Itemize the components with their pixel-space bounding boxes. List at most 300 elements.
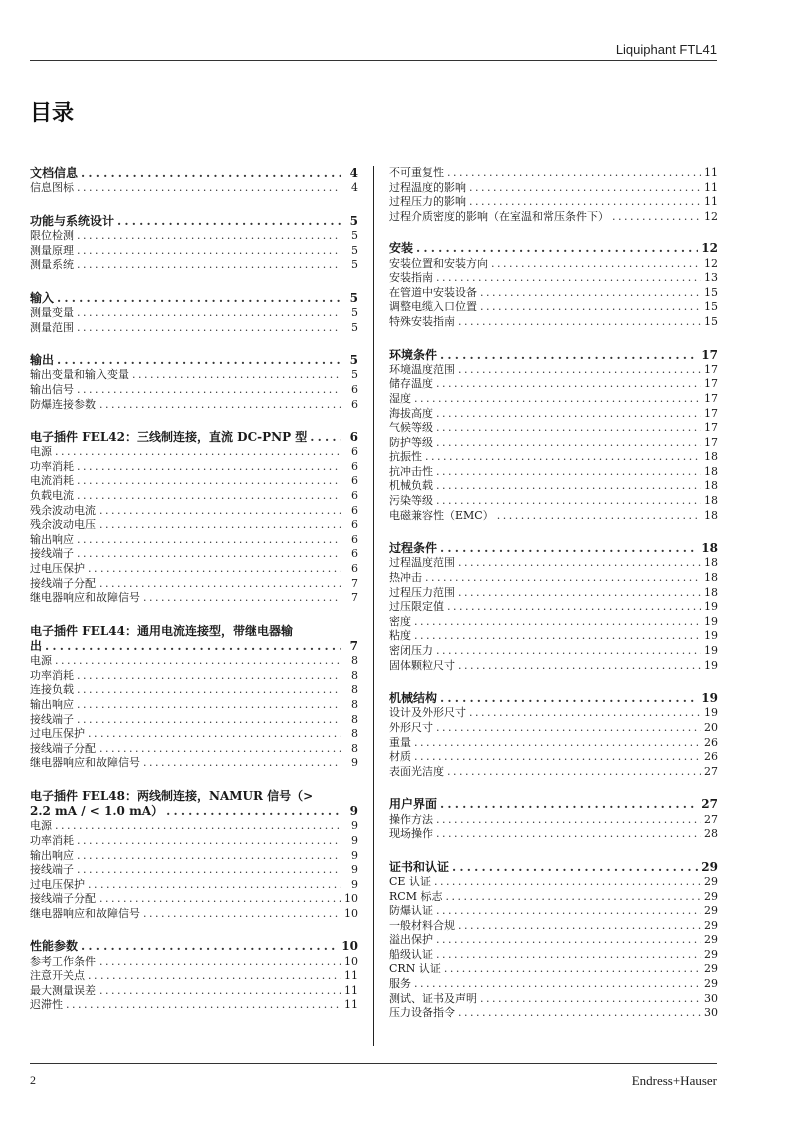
- toc-page-number: 18: [704, 508, 718, 522]
- toc-page-number: 7: [351, 576, 358, 590]
- toc-page-number: 19: [704, 644, 718, 657]
- toc-entry-label: 溢出保护: [389, 933, 433, 947]
- toc-page-number: 9: [351, 877, 358, 891]
- toc-entry[interactable]: [389, 706, 718, 721]
- toc-entry-label: 过程压力范围: [389, 585, 455, 599]
- dot-leader: [143, 907, 341, 922]
- toc-page-number: 10: [341, 939, 358, 954]
- toc-entry-label: 抗冲击性: [389, 464, 433, 478]
- toc-page-number: 29: [704, 874, 718, 888]
- toc-entry[interactable]: [30, 306, 358, 321]
- toc-entry[interactable]: [389, 300, 718, 315]
- dot-leader: [99, 892, 341, 907]
- toc-page-number: 17: [704, 421, 718, 435]
- dot-leader: [452, 860, 698, 875]
- toc-entry-label: 连接负载: [30, 683, 74, 697]
- toc-entry-label: 过程压力的影响: [389, 195, 466, 209]
- toc-entry[interactable]: [389, 556, 718, 571]
- toc-entry[interactable]: [389, 494, 718, 509]
- toc-page-number: 10: [344, 892, 358, 906]
- toc-entry[interactable]: [30, 591, 358, 606]
- dot-leader: [447, 600, 701, 615]
- toc-entry[interactable]: [389, 286, 718, 301]
- dot-leader: [414, 977, 701, 992]
- toc-page-number: 17: [704, 406, 718, 420]
- toc-page-number: 18: [704, 494, 718, 508]
- toc-entry[interactable]: [389, 615, 718, 630]
- dot-leader: [414, 750, 701, 765]
- toc-page-number: 6: [351, 459, 358, 473]
- toc-entry-label: 电流消耗: [30, 474, 74, 488]
- toc-entry[interactable]: [30, 547, 358, 562]
- toc-entry[interactable]: [30, 698, 358, 713]
- toc-entry-label: 测试、证书及声明: [389, 991, 477, 1005]
- toc-entry-label: 测量系统: [30, 258, 74, 272]
- toc-page-number: 8: [351, 654, 358, 668]
- toc-entry-label: 残余波动电压: [30, 518, 96, 532]
- toc-page-number: 29: [704, 933, 718, 947]
- toc-page-number: 7: [349, 639, 358, 653]
- toc-section-heading[interactable]: [30, 804, 358, 819]
- toc-section: [389, 348, 718, 524]
- toc-entry[interactable]: [389, 195, 718, 210]
- toc-section-title: 证书和认证: [389, 859, 450, 874]
- toc-page-number: 18: [701, 541, 718, 556]
- toc-entry-label: 过程温度的影响: [389, 180, 466, 194]
- dot-leader: [436, 421, 701, 436]
- toc-section: [389, 691, 718, 779]
- dot-leader: [57, 353, 341, 368]
- toc-entry-label: 安装位置和安装方向: [389, 256, 488, 270]
- toc-entry-label: 不可重复性: [389, 166, 444, 179]
- toc-page-number: 6: [351, 397, 358, 411]
- toc-page-number: 6: [351, 532, 358, 546]
- toc-entry-label: 继电器响应和故障信号: [30, 756, 140, 770]
- toc-section-heading[interactable]: [389, 691, 718, 706]
- toc-entry[interactable]: [389, 933, 718, 948]
- toc-entry-label: 限位检测: [30, 228, 74, 242]
- toc-entry-label: 继电器响应和故障信号: [30, 591, 140, 605]
- dot-leader: [77, 698, 341, 713]
- toc-section-heading[interactable]: [30, 624, 358, 639]
- toc-entry[interactable]: [30, 229, 358, 244]
- toc-entry[interactable]: [389, 377, 718, 392]
- toc-entry-label: 输出信号: [30, 382, 74, 396]
- toc-page-number: 19: [704, 614, 718, 628]
- toc-entry[interactable]: [30, 998, 358, 1013]
- toc-entry[interactable]: [30, 654, 358, 669]
- dot-leader: [55, 445, 341, 460]
- toc-page-number: 5: [349, 353, 358, 368]
- toc-entry-label: 抗振性: [389, 450, 422, 464]
- toc-entry[interactable]: [389, 407, 718, 422]
- toc-page-number: 27: [701, 797, 718, 812]
- toc-section: [30, 624, 358, 771]
- toc-section-heading[interactable]: [30, 291, 358, 306]
- toc-entry-label: 材质: [389, 750, 411, 764]
- dot-leader: [425, 571, 701, 586]
- toc-entry[interactable]: [30, 892, 358, 907]
- dot-leader: [414, 629, 701, 644]
- toc-page-number: 8: [351, 683, 358, 697]
- toc-entry[interactable]: [389, 392, 718, 407]
- toc-entry[interactable]: [30, 181, 358, 196]
- toc-entry[interactable]: [389, 890, 718, 905]
- toc-page-number: 4: [351, 181, 358, 195]
- toc-page-number: 15: [704, 285, 718, 299]
- toc-page-number: 11: [704, 166, 718, 179]
- toc-section-heading[interactable]: [389, 860, 718, 875]
- toc-entry-label: 测量原理: [30, 243, 74, 257]
- toc-entry[interactable]: [30, 742, 358, 757]
- toc-page-number: 15: [704, 300, 718, 314]
- toc-entry-label: 船级认证: [389, 947, 433, 961]
- toc-page-number: 11: [344, 998, 358, 1012]
- dot-leader: [436, 644, 701, 659]
- toc-entry[interactable]: [389, 919, 718, 934]
- toc-entry[interactable]: [389, 992, 718, 1007]
- toc-page-number: 6: [351, 503, 358, 517]
- toc-entry-label: 测量范围: [30, 320, 74, 334]
- toc-entry-label: 输出响应: [30, 848, 74, 862]
- toc-page-number: 29: [704, 904, 718, 918]
- toc-page-number: 19: [704, 706, 718, 720]
- dot-leader: [458, 315, 701, 330]
- toc-entry[interactable]: [389, 962, 718, 977]
- toc-entry[interactable]: [30, 984, 358, 999]
- toc-entry[interactable]: [389, 659, 718, 674]
- toc-entry[interactable]: [389, 315, 718, 330]
- toc-section-title: 出: [30, 639, 43, 653]
- toc-page-number: 27: [704, 812, 718, 826]
- toc-entry-label: 电磁兼容性（EMC）: [389, 508, 494, 522]
- toc-page-number: 17: [704, 391, 718, 405]
- toc-entry[interactable]: [389, 166, 718, 181]
- toc-entry[interactable]: [30, 819, 358, 834]
- toc-entry[interactable]: [389, 765, 718, 780]
- dot-leader: [66, 998, 341, 1013]
- toc-page-number: 9: [351, 819, 358, 833]
- toc-page-number: 18: [704, 571, 718, 585]
- toc-entry-label: 热冲击: [389, 571, 422, 585]
- toc-entry[interactable]: [30, 368, 358, 383]
- toc-entry-label: 功率消耗: [30, 459, 74, 473]
- toc-page-number: 6: [351, 474, 358, 488]
- toc-entry[interactable]: [389, 721, 718, 736]
- dot-leader: [440, 797, 698, 812]
- toc-entry[interactable]: [389, 479, 718, 494]
- toc-page-number: 19: [704, 629, 718, 643]
- toc-left-column: [30, 166, 358, 1013]
- toc-entry-label: 功率消耗: [30, 668, 74, 682]
- toc-section-title: 功能与系统设计: [30, 213, 115, 228]
- toc-entry[interactable]: [30, 683, 358, 698]
- toc-page-number: 19: [701, 691, 718, 706]
- page-title: 目录: [30, 101, 75, 126]
- toc-entry-label: 接线端子: [30, 712, 74, 726]
- dot-leader: [480, 300, 701, 315]
- toc-section: [389, 241, 718, 329]
- toc-section-title: 输出: [30, 353, 55, 368]
- toc-section-heading[interactable]: [30, 639, 358, 654]
- toc-entry[interactable]: [30, 504, 358, 519]
- toc-entry[interactable]: [389, 363, 718, 378]
- toc-section: [389, 166, 718, 224]
- toc-entry[interactable]: [30, 713, 358, 728]
- toc-entry-label: 过电压保护: [30, 562, 85, 576]
- toc-entry[interactable]: [389, 827, 718, 842]
- toc-entry[interactable]: [389, 948, 718, 963]
- toc-entry-label: 电源: [30, 654, 52, 668]
- toc-entry-label: 调整电缆入口位置: [389, 300, 477, 314]
- toc-entry[interactable]: [389, 571, 718, 586]
- toc-section-title: 文档信息: [30, 166, 79, 180]
- toc-entry[interactable]: [30, 258, 358, 273]
- dot-leader: [143, 591, 341, 606]
- toc-entry-label: 防爆连接参数: [30, 397, 96, 411]
- toc-entry[interactable]: [30, 533, 358, 548]
- toc-section: [30, 214, 358, 273]
- dot-leader: [117, 214, 341, 229]
- dot-leader: [88, 969, 341, 984]
- toc-page-number: 12: [704, 209, 718, 223]
- toc-entry-label: RCM 标志: [389, 889, 443, 903]
- toc-entry[interactable]: [389, 1006, 718, 1021]
- toc-entry-label: 气候等级: [389, 421, 433, 435]
- toc-entry[interactable]: [30, 727, 358, 742]
- dot-leader: [99, 742, 341, 757]
- dot-leader: [414, 615, 701, 630]
- dot-leader: [99, 518, 341, 533]
- toc-page-number: 26: [704, 750, 718, 764]
- dot-leader: [436, 933, 701, 948]
- dot-leader: [414, 736, 701, 751]
- toc-page-number: 29: [704, 918, 718, 932]
- column-divider: [373, 166, 374, 1046]
- toc-section-heading[interactable]: [30, 353, 358, 368]
- toc-page-number: 6: [351, 518, 358, 532]
- dot-leader: [458, 659, 701, 674]
- toc-page-number: 11: [344, 969, 358, 983]
- toc-entry-label: 电源: [30, 819, 52, 833]
- toc-entry-label: 湿度: [389, 391, 411, 405]
- dot-leader: [469, 195, 701, 210]
- dot-leader: [99, 955, 341, 970]
- footer-page-number: 2: [30, 1073, 36, 1087]
- toc-entry-label: 接线端子分配: [30, 892, 96, 906]
- dot-leader: [447, 166, 701, 181]
- toc-section: [30, 430, 358, 606]
- toc-page-number: 9: [351, 833, 358, 847]
- toc-entry-label: 迟滞性: [30, 998, 63, 1012]
- dot-leader: [77, 229, 341, 244]
- toc-entry[interactable]: [389, 586, 718, 601]
- toc-page-number: 18: [704, 585, 718, 599]
- toc-section-heading[interactable]: [30, 214, 358, 229]
- dot-leader: [88, 878, 341, 893]
- toc-entry-label: 固体颗粒尺寸: [389, 658, 455, 672]
- toc-entry[interactable]: [30, 969, 358, 984]
- toc-section: [389, 860, 718, 1021]
- dot-leader: [469, 706, 701, 721]
- toc-page-number: 13: [704, 271, 718, 285]
- toc-section-title: 用户界面: [389, 797, 438, 812]
- dot-leader: [77, 533, 341, 548]
- dot-leader: [458, 1006, 701, 1021]
- toc-section-heading[interactable]: [30, 789, 358, 804]
- toc-page-number: 6: [351, 547, 358, 561]
- toc-page-number: 30: [704, 991, 718, 1005]
- toc-entry[interactable]: [30, 849, 358, 864]
- toc-entry[interactable]: [389, 644, 718, 659]
- toc-section-title: 环境条件: [389, 347, 438, 362]
- footer-rule: [30, 1063, 717, 1064]
- toc-entry-label: 负载电流: [30, 489, 74, 503]
- toc-page-number: 17: [704, 435, 718, 449]
- toc-entry[interactable]: [30, 445, 358, 460]
- toc-page-number: 5: [351, 243, 358, 257]
- toc-page-number: 17: [704, 362, 718, 376]
- header-doc-title: Liquiphant FTL41: [615, 42, 717, 57]
- toc-entry[interactable]: [389, 436, 718, 451]
- toc-page-number: 26: [704, 735, 718, 749]
- toc-page-number: 12: [701, 241, 718, 256]
- footer-brand: Endress+Hauser: [631, 1073, 717, 1088]
- toc-section-heading[interactable]: [30, 166, 358, 181]
- header-rule: [30, 60, 717, 61]
- dot-leader: [444, 962, 701, 977]
- toc-entry[interactable]: [389, 875, 718, 890]
- toc-entry[interactable]: [30, 669, 358, 684]
- dot-leader: [143, 756, 341, 771]
- toc-entry[interactable]: [30, 863, 358, 878]
- toc-entry-label: 过程介质密度的影响（在室温和常压条件下）: [389, 209, 609, 223]
- dot-leader: [480, 992, 701, 1007]
- toc-entry-label: 粘度: [389, 629, 411, 643]
- toc-section-heading[interactable]: [30, 430, 358, 445]
- toc-page-number: 8: [351, 741, 358, 755]
- toc-entry-label: 压力设备指令: [389, 1006, 455, 1020]
- toc-entry-label: 外形尺寸: [389, 720, 433, 734]
- dot-leader: [414, 392, 701, 407]
- toc-page-number: 10: [344, 954, 358, 968]
- toc-entry[interactable]: [389, 509, 718, 524]
- toc-entry[interactable]: [389, 450, 718, 465]
- toc-entry[interactable]: [389, 600, 718, 615]
- toc-entry-label: 接线端子: [30, 863, 74, 877]
- toc-entry[interactable]: [30, 577, 358, 592]
- dot-leader: [458, 586, 701, 601]
- toc-entry[interactable]: [389, 210, 718, 225]
- toc-entry-label: 海拔高度: [389, 406, 433, 420]
- dot-leader: [99, 984, 341, 999]
- toc-entry[interactable]: [30, 383, 358, 398]
- dot-leader: [436, 436, 701, 451]
- toc-page-number: 7: [351, 591, 358, 605]
- dot-leader: [99, 504, 341, 519]
- toc-entry[interactable]: [30, 756, 358, 771]
- toc-page-number: 11: [344, 983, 358, 997]
- toc-entry-label: 安装指南: [389, 271, 433, 285]
- dot-leader: [436, 721, 701, 736]
- toc-entry[interactable]: [30, 244, 358, 259]
- toc-entry-label: 输出变量和输入变量: [30, 368, 129, 382]
- toc-entry[interactable]: [30, 474, 358, 489]
- toc-entry[interactable]: [389, 629, 718, 644]
- toc-entry[interactable]: [30, 321, 358, 336]
- toc-entry-label: 注意开关点: [30, 969, 85, 983]
- toc-page-number: 4: [349, 166, 358, 180]
- dot-leader: [416, 241, 698, 256]
- toc-entry[interactable]: [30, 518, 358, 533]
- toc-section-heading[interactable]: [389, 541, 718, 556]
- dot-leader: [45, 639, 341, 654]
- dot-leader: [469, 181, 701, 196]
- toc-entry[interactable]: [30, 878, 358, 893]
- toc-page-number: 5: [351, 228, 358, 242]
- toc-section-heading[interactable]: [389, 797, 718, 812]
- toc-entry-label: 储存温度: [389, 377, 433, 391]
- dot-leader: [436, 465, 701, 480]
- toc-page-number: 11: [704, 180, 718, 194]
- toc-entry-label: 表面光洁度: [389, 764, 444, 778]
- dot-leader: [77, 834, 341, 849]
- toc-entry[interactable]: [389, 736, 718, 751]
- toc-entry-label: 污染等级: [389, 494, 433, 508]
- toc-page-number: 6: [351, 489, 358, 503]
- dot-leader: [436, 271, 701, 286]
- dot-leader: [166, 804, 341, 819]
- toc-entry[interactable]: [389, 977, 718, 992]
- toc-entry[interactable]: [389, 421, 718, 436]
- toc-entry[interactable]: [389, 181, 718, 196]
- toc-page-number: 5: [351, 305, 358, 319]
- toc-entry[interactable]: [30, 562, 358, 577]
- toc-entry[interactable]: [30, 489, 358, 504]
- toc-page-number: 9: [349, 804, 358, 819]
- toc-entry[interactable]: [30, 460, 358, 475]
- toc-entry[interactable]: [389, 750, 718, 765]
- toc-entry[interactable]: [389, 271, 718, 286]
- toc-entry[interactable]: [389, 257, 718, 272]
- toc-entry-label: 防护等级: [389, 435, 433, 449]
- toc-entry[interactable]: [389, 813, 718, 828]
- toc-page-number: 6: [351, 562, 358, 576]
- toc-entry[interactable]: [389, 465, 718, 480]
- toc-entry[interactable]: [30, 955, 358, 970]
- toc-section-heading[interactable]: [389, 241, 718, 256]
- toc-section-heading[interactable]: [30, 939, 358, 954]
- toc-page-number: 5: [351, 320, 358, 334]
- toc-entry[interactable]: [30, 907, 358, 922]
- toc-page-number: 9: [351, 863, 358, 877]
- toc-page-number: 29: [704, 977, 718, 991]
- toc-section-title: 电子插件 FEL48：两线制连接，NAMUR 信号（>: [30, 788, 314, 803]
- toc-entry-label: 过程温度范围: [389, 556, 455, 570]
- dot-leader: [77, 863, 341, 878]
- toc-section-heading[interactable]: [389, 348, 718, 363]
- toc-entry-label: 电源: [30, 445, 52, 459]
- toc-section-title: 安装: [389, 241, 414, 256]
- toc-page-number: 10: [344, 906, 358, 920]
- dot-leader: [77, 474, 341, 489]
- toc-entry[interactable]: [389, 904, 718, 919]
- toc-entry-label: 接线端子分配: [30, 576, 96, 590]
- toc-entry[interactable]: [30, 834, 358, 849]
- dot-leader: [440, 348, 698, 363]
- toc-entry[interactable]: [30, 398, 358, 413]
- dot-leader: [612, 210, 701, 225]
